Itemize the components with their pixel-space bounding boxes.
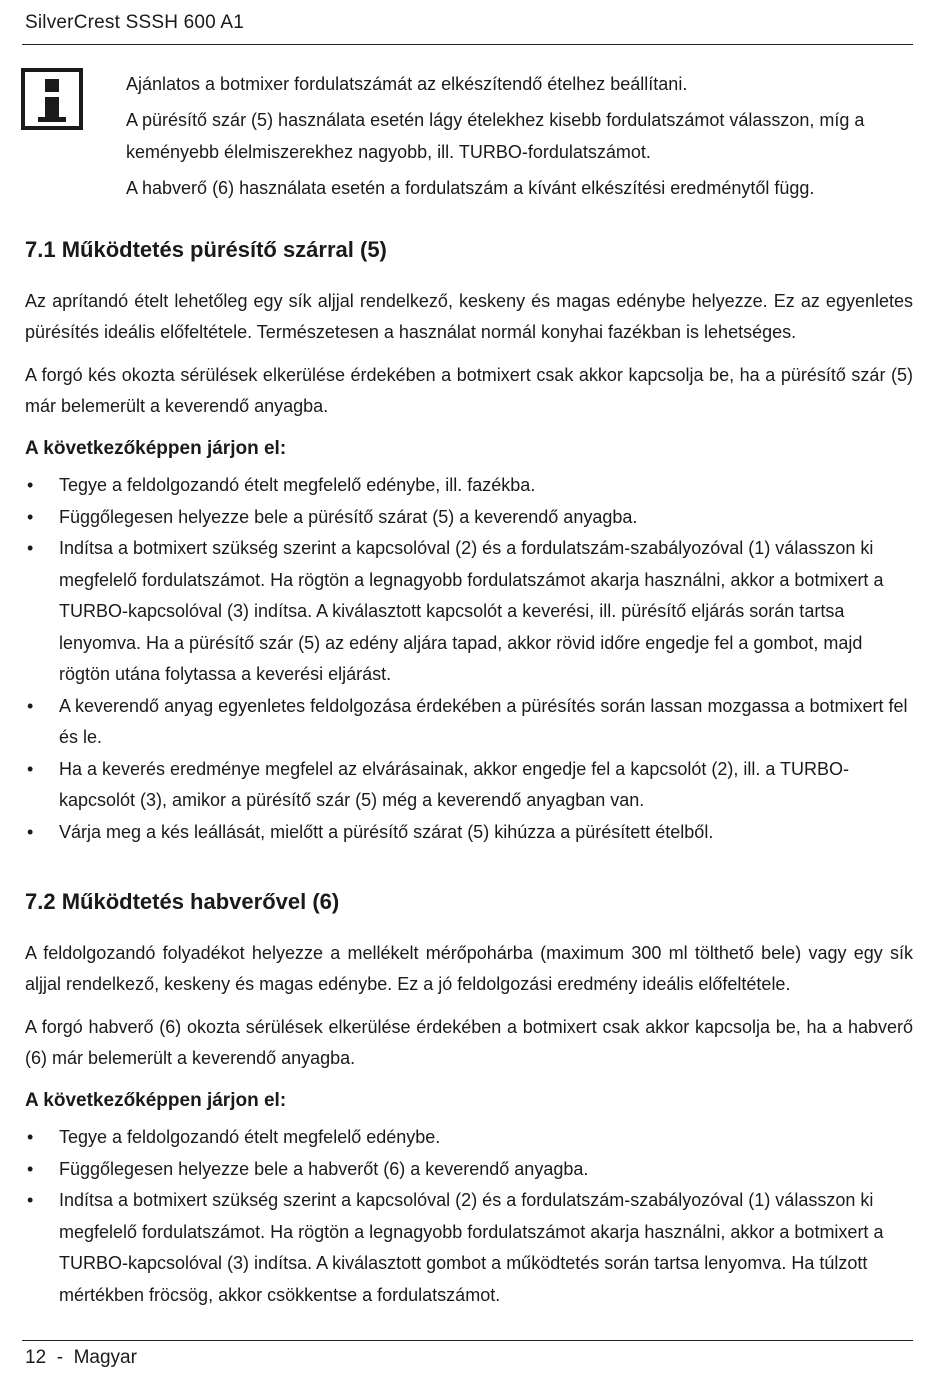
list-item <box>25 817 913 849</box>
info-icon <box>21 68 83 130</box>
section-title: 7.1 Működtetés pürésítő szárral (5) <box>25 237 387 262</box>
list-item-text: Tegye a feldolgozandó ételt megfelelő edénybe. <box>59 1127 441 1147</box>
list-item <box>25 502 913 534</box>
steps-list <box>25 470 913 848</box>
list-item-text: Indítsa a botmixert szükség szerint a kapcsolóval (2) és a fordulatszám-szabályozóval (1) válasszon ki megfelelő fordulatszámot. Ha rögtön a legnagyobb fordulatszámot akarja használni, akkor a botmixert a TURBO-kapcsolóval (3) indítsa. A kiválasztott gombot a működtetés során tartsa lenyomva. Ha túlzott mértékben fröcsög, akkor csökkentse a fordulatszámot. <box>59 1190 884 1305</box>
info-paragraph: A habverő (6) használata esetén a fordulatszám a kívánt elkészítési eredménytől függ. <box>126 178 815 198</box>
list-item <box>25 1185 913 1311</box>
list-item-text: Tegye a feldolgozandó ételt megfelelő edénybe, ill. fazékba. <box>59 475 536 495</box>
list-item <box>25 1122 913 1154</box>
list-item-text: A keverendő anyag egyenletes feldolgozása érdekében a pürésítés során lassan mozgassa a botmixert fel és le. <box>59 695 908 747</box>
list-item-text: Indítsa a botmixert szükség szerint a kapcsolóval (2) és a fordulatszám-szabályozóval (1) válasszon ki megfelelő fordulatszámot. Ha rögtön a legnagyobb fordulatszámot akarja használni, akkor a botmixert a TURBO-kapcsolóval (3) indítsa. A kiválasztott kapcsolót a keverési, ill. pürésítő eljárás során tartsa lenyomva. Ha a pürésítő szár (5) az edény aljára tapad, akkor rövid időre engedje fel a gombot, majd rögtön utána folytassa a keverési eljárást. <box>59 538 884 684</box>
footer-divider <box>22 1340 913 1341</box>
page-footer: 12 - Magyar <box>25 1347 137 1368</box>
list-item <box>25 533 913 691</box>
bullet-icon: • <box>27 538 34 558</box>
list-item <box>25 754 913 817</box>
section-title: 7.2 Működtetés habverővel (6) <box>25 889 340 914</box>
info-paragraph: Ajánlatos a botmixer fordulatszámát az elkészítendő ételhez beállítani. <box>126 74 688 94</box>
bullet-icon: • <box>27 821 34 842</box>
paragraph: A forgó habverő (6) okozta sérülések elkerülése érdekében a botmixert csak akkor kapcsolja be, ha a habverő (6) már belemerült a keverendő anyagba. <box>25 1017 913 1068</box>
list-item-text: Függőlegesen helyezze bele a habverőt (6) a keverendő anyagba. <box>59 1158 589 1179</box>
section-7-2 <box>25 884 913 1311</box>
list-item-text: Függőlegesen helyezze bele a pürésítő szárat (5) a keverendő anyagba. <box>59 506 638 527</box>
list-item <box>25 1154 913 1186</box>
info-note <box>126 68 916 208</box>
list-item <box>25 470 913 502</box>
main-content <box>25 232 913 1311</box>
paragraph: A forgó kés okozta sérülések elkerülése érdekében a botmixert csak akkor kapcsolja be, ha a pürésítő szár (5) már belemerült a keverendő anyagba. <box>25 365 913 416</box>
list-item <box>25 691 913 754</box>
bullet-icon: • <box>27 695 34 716</box>
bullet-icon: • <box>27 475 34 495</box>
paragraph: Az aprítandó ételt lehetőleg egy sík aljjal rendelkező, keskeny és magas edénybe helyezze. Ez az egyenletes pürésítés ideális előfeltétele. Természetesen a használat normál konyhai fazékban is lehetséges. <box>25 291 913 342</box>
bullet-icon: • <box>27 1158 34 1179</box>
bullet-icon: • <box>27 1190 34 1210</box>
list-item-text: Várja meg a kés leállását, mielőtt a pürésítő szárat (5) kihúzza a pürésített ételből. <box>59 821 714 842</box>
bullet-icon: • <box>27 758 34 779</box>
steps-heading: A következőképpen járjon el: <box>25 438 287 459</box>
steps-list <box>25 1122 913 1311</box>
bullet-icon: • <box>27 1127 34 1147</box>
header-divider <box>22 44 913 45</box>
section-7-1 <box>25 232 913 848</box>
paragraph: A feldolgozandó folyadékot helyezze a mellékelt mérőpohárba (maximum 300 ml tölthető bele) vagy egy sík aljjal rendelkező, keskeny és magas edénybe. Ez a jó feldolgozási eredmény ideális előfeltétele. <box>25 943 913 994</box>
steps-heading: A következőképpen járjon el: <box>25 1090 287 1111</box>
bullet-icon: • <box>27 506 34 527</box>
info-paragraph: A pürésítő szár (5) használata esetén lágy ételekhez kisebb fordulatszámot válasszon, míg a keményebb élelmiszerekhez nagyobb, ill. TURBO-fordulatszámot. <box>126 110 865 162</box>
header-title: SilverCrest SSSH 600 A1 <box>25 12 244 33</box>
list-item-text: Ha a keverés eredménye megfelel az elvárásainak, akkor engedje fel a kapcsolót (2), ill. a TURBO-kapcsolót (3), amikor a pürésítő szár (5) még a keverendő anyagban van. <box>59 758 850 810</box>
